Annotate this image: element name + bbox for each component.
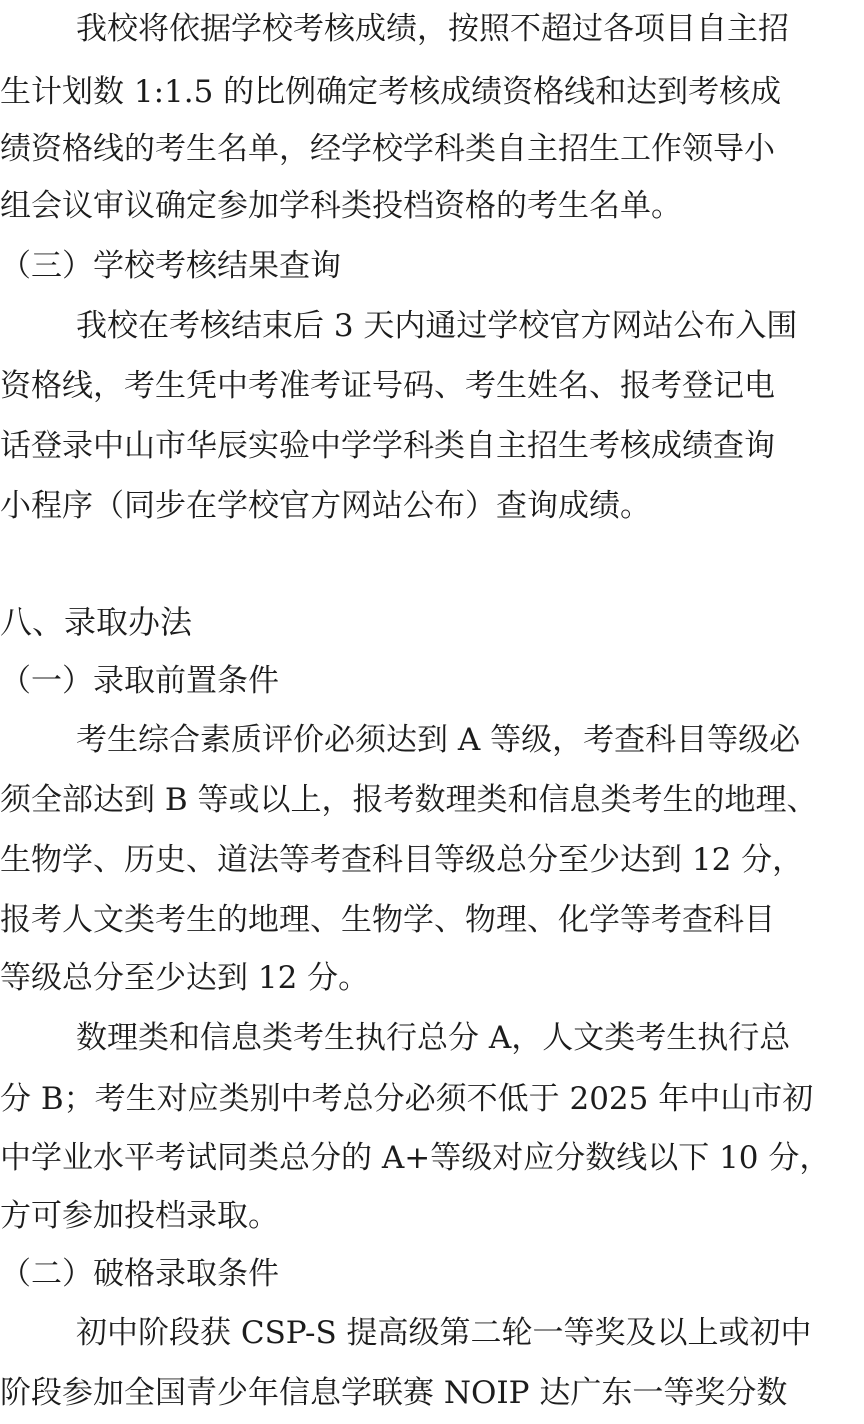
paragraph-line: 等级总分至少达到 12 分。 (0, 960, 370, 996)
paragraph-line: 我校在考核结束后 3 天内通过学校官方网站公布入围 (76, 308, 798, 344)
paragraph-line: 阶段参加全国青少年信息学联赛 NOIP 达广东一等奖分数 (0, 1375, 788, 1411)
paragraph-line: 话登录中山市华辰实验中学学科类自主招生考核成绩查询 (0, 428, 775, 464)
paragraph-line: 初中阶段获 CSP-S 提高级第二轮一等奖及以上或初中 (76, 1315, 812, 1351)
paragraph-line: 组会议审议确定参加学科类投档资格的考生名单。 (0, 188, 682, 224)
paragraph-line: 小程序（同步在学校官方网站公布）查询成绩。 (0, 488, 651, 524)
paragraph-line: 方可参加投档录取。 (0, 1198, 279, 1234)
paragraph-line: 资格线，考生凭中考准考证号码、考生姓名、报考登记电 (0, 368, 775, 404)
section-heading-three: （三）学校考核结果查询 (0, 248, 341, 284)
paragraph-line: 我校将依据学校考核成绩，按照不超过各项目自主招 (76, 11, 789, 47)
paragraph-line: 须全部达到 B 等或以上，报考数理类和信息类考生的地理、 (0, 782, 818, 818)
paragraph-line: 中学业水平考试同类总分的 A+等级对应分数线以下 10 分， (0, 1140, 831, 1176)
paragraph-line: 报考人文类考生的地理、生物学、物理、化学等考查科目 (0, 902, 775, 938)
paragraph-line: 分 B；考生对应类别中考总分必须不低于 2025 年中山市初 (0, 1081, 814, 1117)
section-heading-two: （二）破格录取条件 (0, 1256, 279, 1292)
paragraph-line: 考生综合素质评价必须达到 A 等级，考查科目等级必 (76, 722, 801, 758)
paragraph-line: 生计划数 1:1.5 的比例确定考核成绩资格线和达到考核成 (0, 74, 782, 110)
section-heading-eight: 八、录取办法 (0, 603, 193, 641)
paragraph-line: 生物学、历史、道法等考查科目等级总分至少达到 12 分， (0, 842, 804, 878)
paragraph-line: 数理类和信息类考生执行总分 A，人文类考生执行总 (76, 1020, 791, 1056)
paragraph-line: 绩资格线的考生名单，经学校学科类自主招生工作领导小 (0, 131, 775, 167)
section-heading-one: （一）录取前置条件 (0, 663, 279, 699)
